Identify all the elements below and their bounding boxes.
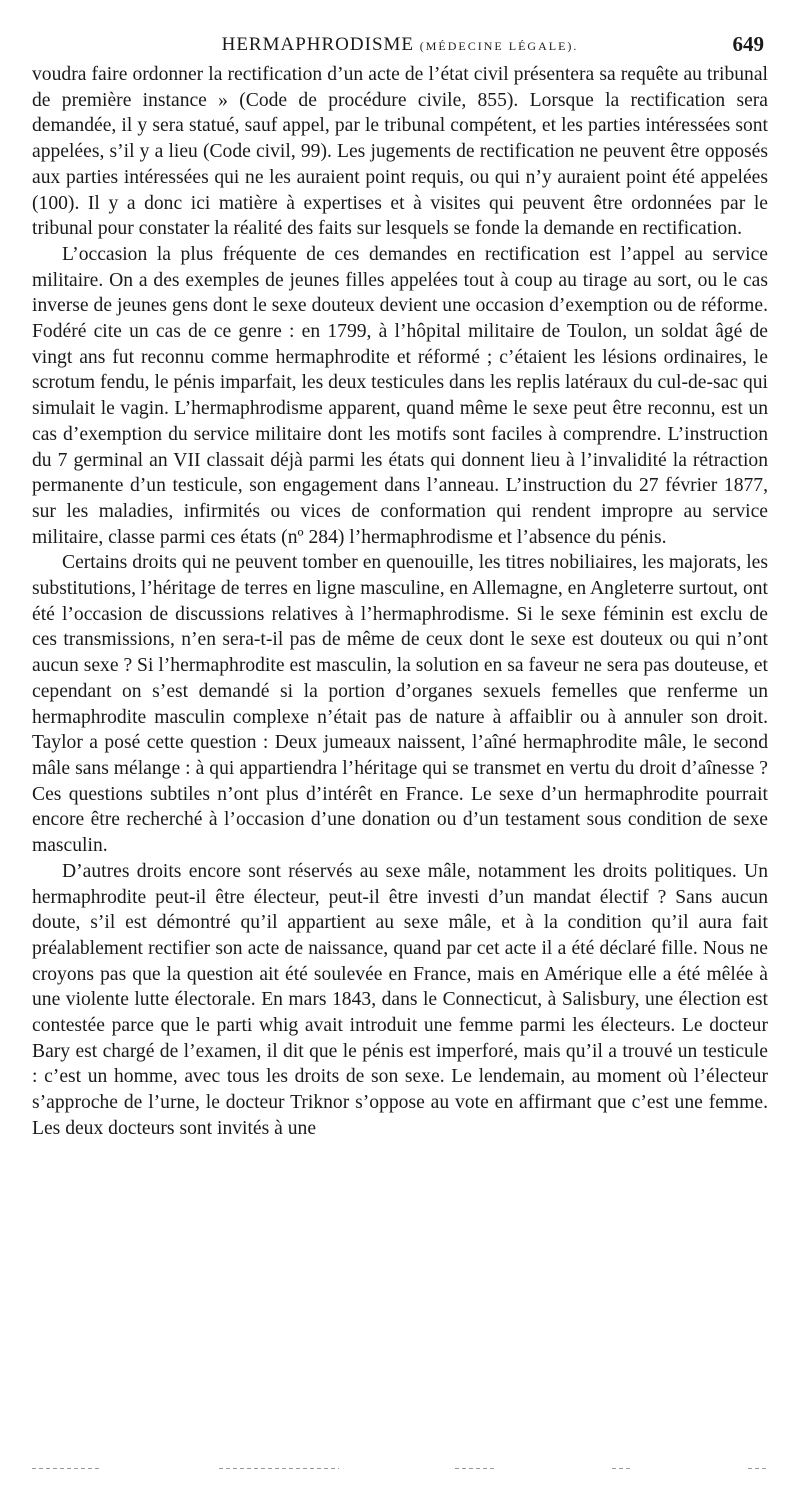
- scan-mark: [612, 1468, 632, 1469]
- paragraph-2: L’occasion la plus fréquente de ces demandes en rectification est l’appel au service militaire. On a des exemples de jeunes filles appelées tout à coup au tirage au sort, ou le cas inverse de jeunes gens dont le sexe douteux devient une occasion d’exemption ou de réforme. Fodéré cite un cas de ce genre : en 1799, à l’hôpital militaire de Toulon, un soldat âgé de vingt ans fut reconnu comme hermaphrodite et réformé ; c’étaient les lésions ordinaires, le scrotum fendu, le pénis imparfait, les deux testicules dans les replis latéraux du cul-de-sac qui simulait le vagin. L’hermaphrodisme apparent, quand même le sexe peut être reconnu, est un cas d’exemption du service militaire dont les motifs sont faciles à comprendre. L’instruction du 7 germinal an VII classait déjà parmi les états qui donnent lieu à l’invalidité la rétraction permanente d’un testicule, son engagement dans l’anneau. L’instruction du 27 février 1877, sur les maladies, infirmités ou vices de conformation qui rendent impropre au service militaire, classe parmi ces états (nº 284) l’hermaphrodisme et l’absence du pénis.: [32, 243, 768, 548]
- running-title-main: HERMAPHRODISME: [221, 34, 415, 55]
- paragraph-4: D’autres droits encore sont réservés au sexe mâle, notamment les droits politiques. Un hermaphrodite peut-il être électeur, peut-il être investi d’un mandat électif ? Sans aucun doute, s’il est démontré qu’il appartient au sexe mâle, et à la condition qu’il aura fait préalablement rectifier son acte de naissance, quand par cet acte il a été déclaré fille. Nous ne croyons pas que la question ait été soulevée en France, mais en Amérique elle a été mêlée à une violente lutte électorale. En mars 1843, dans le Connecticut, à Salisbury, une élection est contestée parce que le parti whig avait introduit une femme parmi les électeurs. Le docteur Bary est chargé de l’examen, il dit que le pénis est imperforé, mais qu’il a trouvé un testicule : c’est un homme, avec tous les droits de son sexe. Le lendemain, au moment où l’électeur s’approche de l’urne, le docteur Triknor s’oppose au vote en affirmant que c’est une femme. Les deux docteurs sont invités à une: [32, 860, 768, 1139]
- scan-mark: [32, 1468, 102, 1469]
- scan-mark: [455, 1468, 495, 1469]
- paragraph-1: voudra faire ordonner la rectification d’un acte de l’état civil présentera sa requête au tribunal de première instance » (Code de procédure civile, 855). Lorsque la rectification sera demandée, il y sera statué, sauf appel, par le tribunal compétent, et les parties intéressées sont appelées, s’il y a lieu (Code civil, 99). Les jugements de rectification ne peuvent être opposés aux parties intéressées qui ne les auraient point requis, ou qui n’y auraient point été appelées (100). Il y a donc ici matière à expertises et à visites qui peuvent être ordonnées par le tribunal pour constater la réalité des faits sur lesquels se fonde la demande en rectification.: [32, 64, 768, 240]
- bottom-scan-marks: [32, 1465, 768, 1471]
- scan-mark: [748, 1468, 768, 1469]
- page-number: 649: [732, 32, 764, 56]
- body-text: [32, 62, 768, 1142]
- page: [32, 26, 768, 1142]
- paragraph-3: Certains droits qui ne peuvent tomber en quenouille, les titres nobiliaires, les majorats, les substitutions, l’héritage de terres en ligne masculine, en Allemagne, en Angleterre surtout, ont été l’occasion de discussions relatives à l’hermaphrodisme. Si le sexe féminin est exclu de ces transmissions, n’en sera-t-il pas de même de ceux dont le sexe est douteux ou qui n’ont aucun sexe ? Si l’hermaphrodite est masculin, la solution en sa faveur ne sera pas douteuse, et cependant on s’est demandé si la portion d’organes sexuels femelles que renferme un hermaphrodite masculin complexe n’était pas de nature à affaiblir ou à annuler son droit. Taylor a posé cette question : Deux jumeaux naissent, l’aîné hermaphrodite mâle, le second mâle sans mélange : à qui appartiendra l’héritage qui se transmet en vertu du droit d’aînesse ? Ces questions subtiles n’ont plus d’intérêt en France. Le sexe d’un hermaphrodite pourrait encore être recherché à l’occasion d’une donation ou d’un testament sous condition de sexe masculin.: [32, 552, 768, 857]
- running-title: [32, 34, 768, 56]
- running-title-sub: (MÉDECINE LÉGALE).: [419, 39, 579, 53]
- scan-mark: [219, 1468, 339, 1469]
- running-header: [32, 26, 768, 62]
